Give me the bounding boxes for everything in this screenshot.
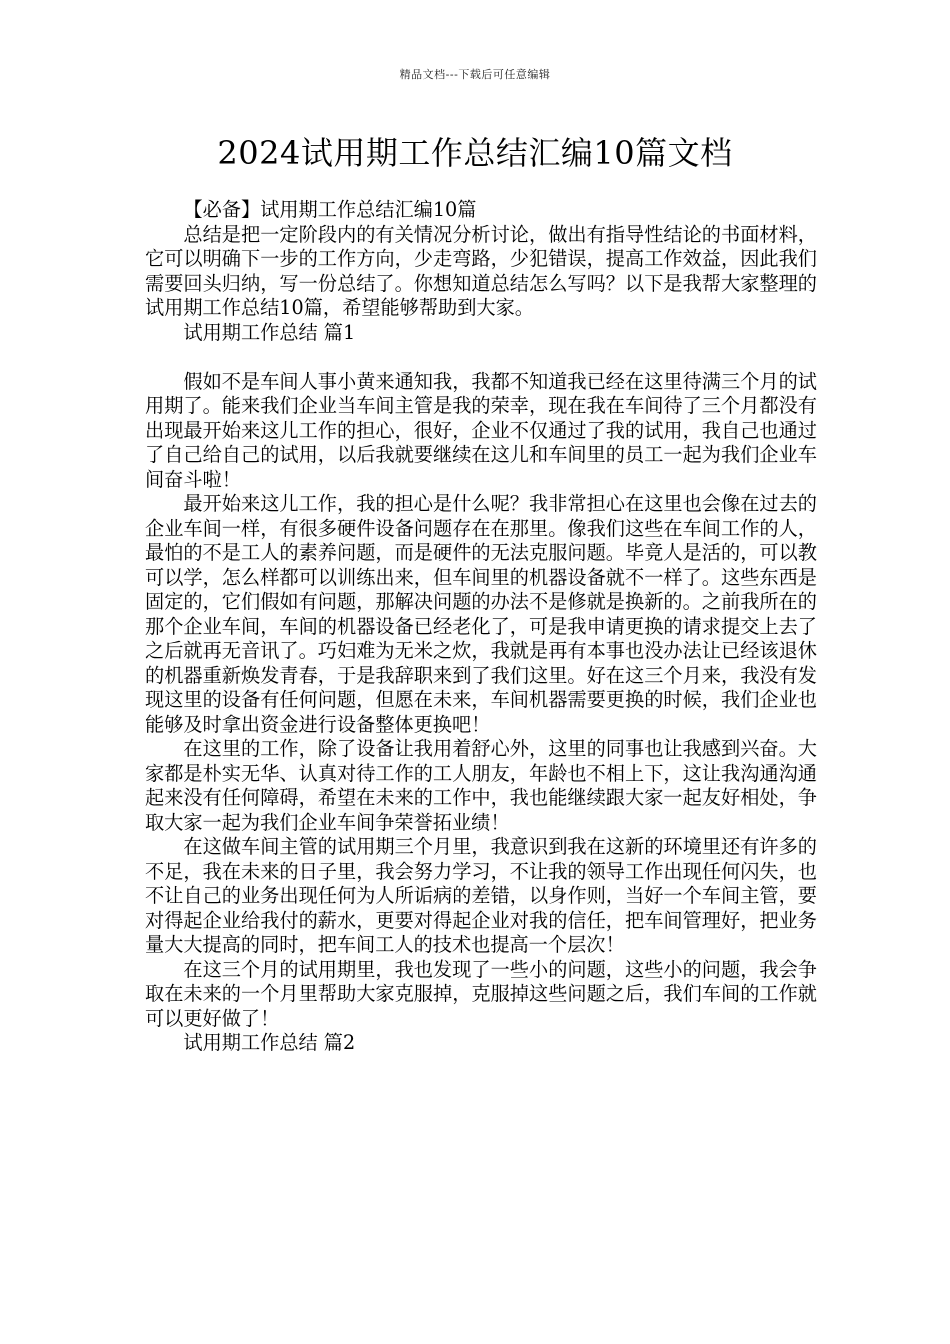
body-paragraph: 在这做车间主管的试用期三个月里，我意识到我在这新的环境里还有许多的不足，我在未来的日子里，我会努力学习，不让我的领导工作出现任何闪失，也不让自己的业务出现任何为人所诟病的差错，以身作则，当好一个车间主管，要对得起企业给我付的薪水，更要对得起企业对我的信任，把车间管理好，把业务量大大提高的同时，把车间工人的技术也提高一个层次！ (145, 835, 817, 956)
intro-heading: 【必备】试用期工作总结汇编10篇 (183, 198, 477, 221)
document-title: 2024试用期工作总结汇编10篇文档 (217, 134, 733, 172)
body-paragraph: 最开始来这儿工作，我的担心是什么呢？我非常担心在这里也会像在过去的企业车间一样，有很多硬件设备问题存在在那里。像我们这些在车间工作的人，最怕的不是工人的素养问题，而是硬件的无法克服问题。毕竟人是活的，可以教可以学，怎么样都可以训练出来，但车间里的机器设备就不一样了。这些东西是固定的，它们假如有问题，那解决问题的办法不是修就是换新的。之前我所在的那个企业车间，车间的机器设备已经老化了，可是我申请更换的请求提交上去了之后就再无音讯了。巧妇难为无米之炊，我就是再有本事也没办法让已经该退休的机器重新焕发青春，于是我辞职来到了我们这里。好在这三个月来，我没有发现这里的设备有任何问题，但愿在未来，车间机器需要更换的时候，我们企业也能够及时拿出资金进行设备整体更换吧！ (145, 492, 817, 736)
body-paragraph: 假如不是车间人事小黄来通知我，我都不知道我已经在这里待满三个月的试用期了。能来我们企业当车间主管是我的荣幸，现在我在车间待了三个月都没有出现最开始来这儿工作的担心，很好，企业不仅通过了我的试用，我自己也通过了自己给自己的试用，以后我就要继续在这儿和车间里的员工一起为我们企业车间奋斗啦！ (145, 369, 817, 491)
section-heading-2: 试用期工作总结 篇2 (183, 1031, 356, 1054)
body-paragraph: 在这三个月的试用期里，我也发现了一些小的问题，这些小的问题，我会争取在未来的一个月里帮助大家克服掉，克服掉这些问题之后，我们车间的工作就可以更好做了！ (145, 957, 817, 1030)
header-note: 精品文档---下载后可任意编辑 (399, 68, 551, 81)
document-body (145, 198, 817, 1056)
body-paragraph: 在这里的工作，除了设备让我用着舒心外，这里的同事也让我感到兴奋。大家都是朴实无华、认真对待工作的工人朋友，年龄也不相上下，这让我沟通沟通起来没有任何障碍，希望在未来的工作中，我也能继续跟大家一起友好相处，争取大家一起为我们企业车间争荣誉拓业绩！ (145, 737, 817, 834)
intro-paragraph: 总结是把一定阶段内的有关情况分析讨论，做出有指导性结论的书面材料，它可以明确下一步的工作方向，少走弯路，少犯错误，提高工作效益，因此我们需要回头归纳，写一份总结了。你想知道总结怎么写吗？以下是我帮大家整理的试用期工作总结10篇，希望能够帮助到大家。 (145, 222, 817, 319)
section-heading-1: 试用期工作总结 篇1 (183, 320, 356, 344)
